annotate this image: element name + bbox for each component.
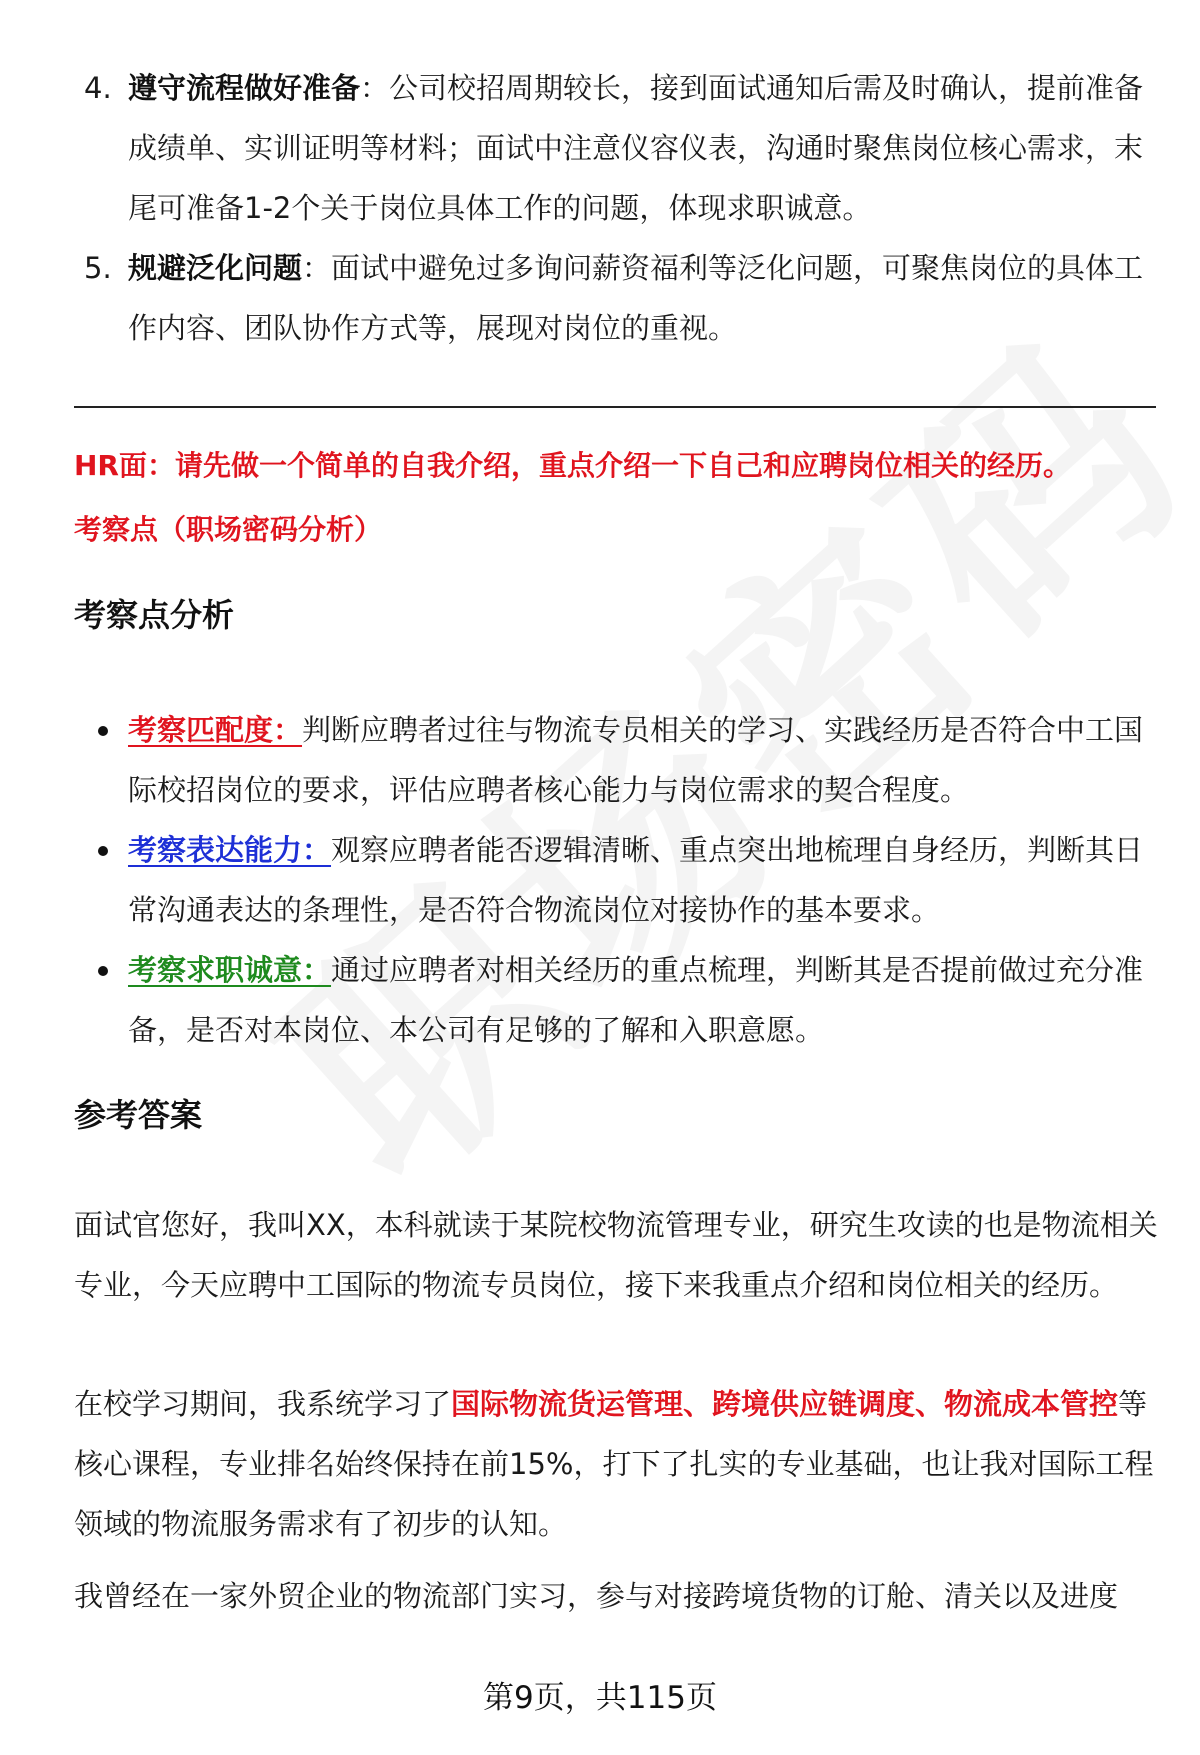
analysis-points [74,700,1154,1060]
item-title: 遵守流程做好准备 [128,71,361,105]
item-text: ：公司校招周期较长，接到面试通知后需及时确认，提前准备成绩单、实训证明等材料；面试中注意仪容仪表，沟通时聚焦岗位核心需求，末尾可准备1-2个关于岗位具体工作的问题，体现求职诚意。 [128,71,1144,225]
section-divider [74,406,1156,408]
analysis-subtitle: 考察点（职场密码分析） [74,513,383,546]
list-item [74,238,1154,358]
bullet-icon [98,966,108,976]
analysis-heading: 考察点分析 [74,596,235,634]
bullet-icon [98,846,108,856]
answer-paragraph: 我曾经在一家外贸企业的物流部门实习，参与对接跨境货物的订舱、清关以及进度 [74,1579,1119,1613]
point-tag: 考察匹配度： [128,713,303,747]
list-item [74,700,1154,820]
point-tag: 考察求职诚意： [128,953,332,987]
point-text: 判断应聘者过往与物流专员相关的学习、实践经历是否符合中工国际校招岗位的要求，评估应聘者核心能力与岗位需求的契合程度。 [128,713,1144,807]
paragraph-text: 在校学习期间，我系统学习了 [74,1387,452,1421]
list-item [74,940,1154,1060]
answer-heading: 参考答案 [74,1096,203,1134]
highlighted-courses: 国际物流货运管理、跨境供应链调度、物流成本管控 [451,1387,1119,1421]
item-text: ：面试中避免过多询问薪资福利等泛化问题，可聚焦岗位的具体工作内容、团队协作方式等，展现对岗位的重视。 [128,251,1144,345]
point-text: 通过应聘者对相关经历的重点梳理，判断其是否提前做过充分准备，是否对本岗位、本公司有足够的了解和入职意愿。 [128,953,1144,1047]
tips-list [74,58,1154,358]
item-title: 规避泛化问题 [128,251,303,285]
point-text: 观察应聘者能否逻辑清晰、重点突出地梳理自身经历，判断其日常沟通表达的条理性，是否符合物流岗位对接协作的基本要求。 [128,833,1144,927]
interview-question: HR面：请先做一个简单的自我介绍，重点介绍一下自己和应聘岗位相关的经历。 [74,449,1071,482]
answer-paragraph [74,1374,1159,1554]
point-tag: 考察表达能力： [128,833,332,867]
item-number: 4. [84,71,112,105]
bullet-icon [98,726,108,736]
paragraph-text: 等核心课程，专业排名始终保持在前15%，打下了扎实的专业基础，也让我对国际工程领域的物流服务需求有了初步的认知。 [74,1387,1154,1541]
page-footer: 第9页，共115页 [483,1680,717,1716]
list-item [74,58,1154,238]
answer-paragraph: 面试官您好，我叫XX，本科就读于某院校物流管理专业，研究生攻读的也是物流相关专业，今天应聘中工国际的物流专员岗位，接下来我重点介绍和岗位相关的经历。 [74,1208,1158,1302]
list-item [74,820,1154,940]
item-number: 5. [84,251,112,285]
